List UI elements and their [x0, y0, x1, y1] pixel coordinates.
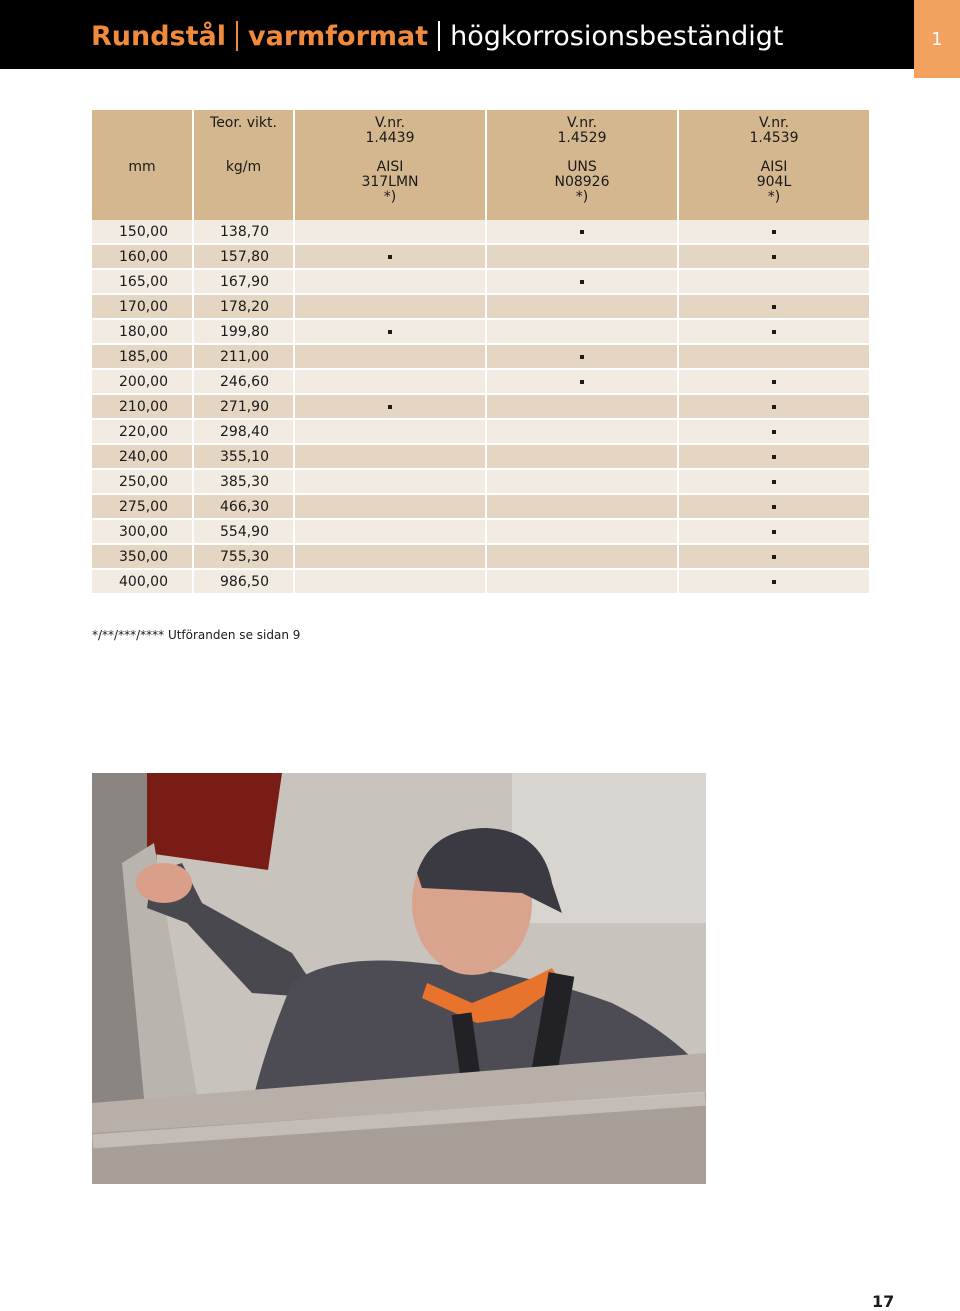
cell-availability: [486, 344, 678, 369]
footnote: */**/***/**** Utföranden se sidan 9: [92, 628, 301, 642]
cell-availability: [294, 269, 486, 294]
cell-availability: [678, 444, 869, 469]
table-row: [92, 294, 869, 319]
cell-diameter: 350,00: [92, 544, 193, 569]
cell-diameter: 250,00: [92, 469, 193, 494]
cell-weight: 178,20: [193, 294, 294, 319]
cell-weight: 138,70: [193, 220, 294, 244]
table-header-cell: Teor. vikt.: [193, 110, 294, 156]
availability-mark: [772, 255, 776, 259]
spec-table: [92, 110, 869, 595]
table-body: [92, 220, 869, 594]
cell-availability: [486, 220, 678, 244]
cell-availability: [486, 494, 678, 519]
cell-diameter: 165,00: [92, 269, 193, 294]
table-row: [92, 344, 869, 369]
table-header-cell: AISI 904L *): [678, 156, 869, 214]
availability-mark: [388, 255, 392, 259]
cell-weight: 554,90: [193, 519, 294, 544]
cell-availability: [486, 519, 678, 544]
cell-diameter: 200,00: [92, 369, 193, 394]
table-row: [92, 419, 869, 444]
availability-mark: [772, 380, 776, 384]
cell-weight: 298,40: [193, 419, 294, 444]
cell-availability: [678, 294, 869, 319]
cell-weight: 385,30: [193, 469, 294, 494]
table-header-cell: V.nr. 1.4539: [678, 110, 869, 156]
cell-availability: [294, 469, 486, 494]
title-part-1: Rundstål: [91, 20, 227, 52]
availability-mark: [772, 580, 776, 584]
cell-diameter: 210,00: [92, 394, 193, 419]
cell-availability: [678, 220, 869, 244]
availability-mark: [388, 405, 392, 409]
availability-mark: [772, 555, 776, 559]
cell-diameter: 300,00: [92, 519, 193, 544]
cell-diameter: 240,00: [92, 444, 193, 469]
table-header-cell: kg/m: [193, 156, 294, 214]
cell-weight: 211,00: [193, 344, 294, 369]
availability-mark: [388, 330, 392, 334]
cell-availability: [294, 220, 486, 244]
cell-availability: [678, 344, 869, 369]
cell-availability: [294, 244, 486, 269]
cell-weight: 466,30: [193, 494, 294, 519]
cell-availability: [486, 569, 678, 594]
table-row: [92, 544, 869, 569]
table-row: [92, 269, 869, 294]
cell-weight: 986,50: [193, 569, 294, 594]
table-header-cell: AISI 317LMN *): [294, 156, 486, 214]
cell-availability: [294, 344, 486, 369]
cell-availability: [486, 394, 678, 419]
worker-photo: [92, 773, 706, 1184]
chapter-tab: 1: [914, 0, 960, 78]
cell-weight: 246,60: [193, 369, 294, 394]
cell-availability: [294, 394, 486, 419]
cell-availability: [294, 294, 486, 319]
page-title: [91, 16, 783, 56]
cell-availability: [678, 519, 869, 544]
table-header-cell: [92, 110, 193, 156]
cell-availability: [678, 369, 869, 394]
table-row: [92, 220, 869, 244]
cell-weight: 167,90: [193, 269, 294, 294]
cell-weight: 355,10: [193, 444, 294, 469]
table-row: [92, 494, 869, 519]
cell-availability: [678, 544, 869, 569]
cell-availability: [678, 494, 869, 519]
cell-availability: [294, 519, 486, 544]
title-part-2: varmformat: [248, 20, 429, 52]
cell-availability: [486, 294, 678, 319]
availability-mark: [772, 480, 776, 484]
cell-availability: [678, 319, 869, 344]
cell-availability: [678, 469, 869, 494]
table-header-row: [92, 156, 869, 214]
title-part-3: högkorrosionsbeständigt: [450, 20, 784, 52]
cell-availability: [486, 319, 678, 344]
cell-diameter: 185,00: [92, 344, 193, 369]
cell-availability: [294, 494, 486, 519]
title-separator: [438, 21, 440, 51]
availability-mark: [772, 430, 776, 434]
cell-availability: [486, 269, 678, 294]
availability-mark: [772, 230, 776, 234]
table-row: [92, 469, 869, 494]
cell-availability: [294, 544, 486, 569]
cell-diameter: 160,00: [92, 244, 193, 269]
cell-weight: 157,80: [193, 244, 294, 269]
cell-availability: [486, 369, 678, 394]
table-row: [92, 319, 869, 344]
availability-mark: [580, 230, 584, 234]
table-header-cell: V.nr. 1.4439: [294, 110, 486, 156]
availability-mark: [772, 330, 776, 334]
table-header-cell: mm: [92, 156, 193, 214]
table-header-cell: UNS N08926 *): [486, 156, 678, 214]
cell-diameter: 400,00: [92, 569, 193, 594]
cell-availability: [678, 244, 869, 269]
table-row: [92, 369, 869, 394]
availability-mark: [580, 355, 584, 359]
cell-availability: [486, 469, 678, 494]
cell-availability: [678, 569, 869, 594]
cell-availability: [294, 369, 486, 394]
availability-mark: [772, 405, 776, 409]
table-row: [92, 444, 869, 469]
cell-weight: 755,30: [193, 544, 294, 569]
cell-diameter: 150,00: [92, 220, 193, 244]
cell-weight: 271,90: [193, 394, 294, 419]
table-row: [92, 394, 869, 419]
cell-availability: [486, 419, 678, 444]
cell-availability: [294, 419, 486, 444]
photo-illustration: [92, 773, 706, 1184]
cell-diameter: 180,00: [92, 319, 193, 344]
cell-availability: [678, 419, 869, 444]
cell-availability: [486, 444, 678, 469]
table-header-cell: V.nr. 1.4529: [486, 110, 678, 156]
table-row: [92, 519, 869, 544]
cell-diameter: 275,00: [92, 494, 193, 519]
cell-availability: [294, 569, 486, 594]
cell-availability: [678, 269, 869, 294]
cell-weight: 199,80: [193, 319, 294, 344]
availability-mark: [580, 280, 584, 284]
cell-availability: [678, 394, 869, 419]
cell-availability: [294, 444, 486, 469]
availability-mark: [772, 530, 776, 534]
cell-diameter: 170,00: [92, 294, 193, 319]
availability-mark: [772, 455, 776, 459]
availability-mark: [772, 305, 776, 309]
table-row: [92, 569, 869, 594]
table-row: [92, 244, 869, 269]
title-separator: [236, 21, 238, 51]
cell-availability: [486, 544, 678, 569]
availability-mark: [772, 505, 776, 509]
table-header-row: [92, 110, 869, 156]
cell-diameter: 220,00: [92, 419, 193, 444]
cell-availability: [294, 319, 486, 344]
cell-availability: [486, 244, 678, 269]
availability-mark: [580, 380, 584, 384]
page-number: 17: [872, 1292, 895, 1311]
